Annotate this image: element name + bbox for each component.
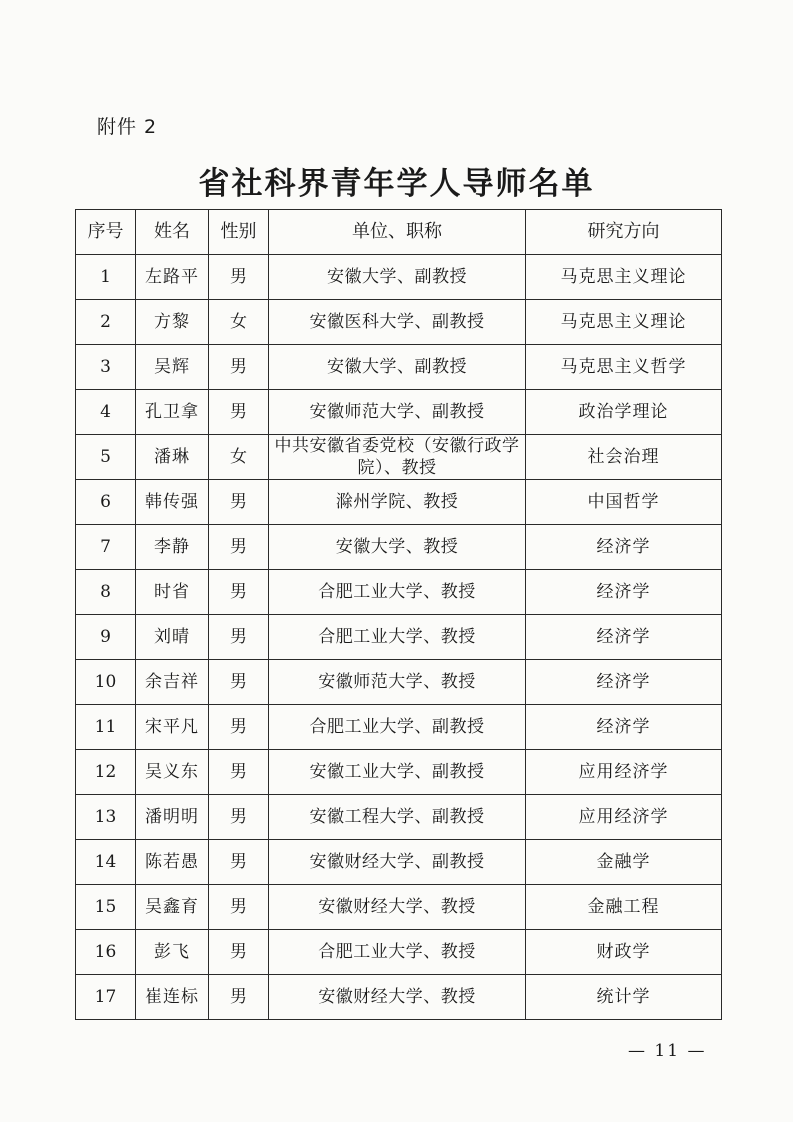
cell-name: 时省: [136, 570, 209, 615]
cell-research-field: 经济学: [526, 660, 722, 705]
cell-index: 5: [76, 435, 136, 480]
cell-research-field: 马克思主义理论: [526, 300, 722, 345]
mentor-roster-table: [75, 209, 722, 1020]
cell-gender: 男: [209, 705, 269, 750]
cell-research-field: 财政学: [526, 930, 722, 975]
cell-name: 崔连标: [136, 975, 209, 1020]
cell-gender: 男: [209, 930, 269, 975]
cell-unit-title: 合肥工业大学、教授: [269, 930, 526, 975]
cell-index: 6: [76, 480, 136, 525]
cell-gender: 男: [209, 975, 269, 1020]
cell-research-field: 经济学: [526, 525, 722, 570]
cell-index: 12: [76, 750, 136, 795]
cell-gender: 男: [209, 840, 269, 885]
cell-index: 17: [76, 975, 136, 1020]
table-row: [76, 840, 722, 885]
cell-gender: 男: [209, 795, 269, 840]
cell-research-field: 社会治理: [526, 435, 722, 480]
cell-name: 吴义东: [136, 750, 209, 795]
cell-gender: 男: [209, 255, 269, 300]
cell-index: 7: [76, 525, 136, 570]
table-row: [76, 255, 722, 300]
table-row: [76, 300, 722, 345]
table-header-row: [76, 210, 722, 255]
cell-research-field: 金融工程: [526, 885, 722, 930]
cell-name: 潘明明: [136, 795, 209, 840]
table-body: [76, 255, 722, 1020]
cell-research-field: 中国哲学: [526, 480, 722, 525]
cell-research-field: 经济学: [526, 570, 722, 615]
table-row: [76, 570, 722, 615]
cell-unit-title: 安徽财经大学、教授: [269, 975, 526, 1020]
header-index: 序号: [76, 210, 136, 255]
header-name: 姓名: [136, 210, 209, 255]
table-row: [76, 435, 722, 480]
cell-unit-title: 安徽财经大学、教授: [269, 885, 526, 930]
table-row: [76, 975, 722, 1020]
table-row: [76, 525, 722, 570]
cell-unit-title: 滁州学院、教授: [269, 480, 526, 525]
cell-research-field: 经济学: [526, 615, 722, 660]
cell-index: 9: [76, 615, 136, 660]
cell-gender: 男: [209, 615, 269, 660]
cell-unit-title: 合肥工业大学、教授: [269, 570, 526, 615]
cell-unit-title: 安徽师范大学、教授: [269, 660, 526, 705]
cell-index: 13: [76, 795, 136, 840]
cell-name: 吴辉: [136, 345, 209, 390]
cell-name: 潘琳: [136, 435, 209, 480]
cell-research-field: 应用经济学: [526, 750, 722, 795]
cell-gender: 男: [209, 525, 269, 570]
cell-research-field: 经济学: [526, 705, 722, 750]
table-row: [76, 930, 722, 975]
table-row: [76, 480, 722, 525]
cell-research-field: 统计学: [526, 975, 722, 1020]
cell-index: 16: [76, 930, 136, 975]
cell-name: 刘晴: [136, 615, 209, 660]
cell-index: 2: [76, 300, 136, 345]
header-research-field: 研究方向: [526, 210, 722, 255]
table-row: [76, 345, 722, 390]
cell-index: 4: [76, 390, 136, 435]
cell-unit-title: 合肥工业大学、教授: [269, 615, 526, 660]
cell-gender: 女: [209, 435, 269, 480]
cell-research-field: 马克思主义哲学: [526, 345, 722, 390]
cell-unit-title: 安徽工业大学、副教授: [269, 750, 526, 795]
cell-name: 余吉祥: [136, 660, 209, 705]
cell-name: 吴鑫育: [136, 885, 209, 930]
cell-gender: 男: [209, 570, 269, 615]
cell-research-field: 马克思主义理论: [526, 255, 722, 300]
cell-index: 11: [76, 705, 136, 750]
cell-index: 15: [76, 885, 136, 930]
cell-unit-title: 安徽财经大学、副教授: [269, 840, 526, 885]
table-row: [76, 660, 722, 705]
cell-name: 彭飞: [136, 930, 209, 975]
cell-unit-title: 合肥工业大学、副教授: [269, 705, 526, 750]
cell-unit-title: 安徽工程大学、副教授: [269, 795, 526, 840]
cell-unit-title: 安徽医科大学、副教授: [269, 300, 526, 345]
cell-name: 孔卫拿: [136, 390, 209, 435]
header-unit-title: 单位、职称: [269, 210, 526, 255]
table-row: [76, 750, 722, 795]
page-number: — 11 —: [628, 1041, 707, 1061]
cell-gender: 男: [209, 480, 269, 525]
cell-gender: 女: [209, 300, 269, 345]
table-row: [76, 795, 722, 840]
header-gender: 性别: [209, 210, 269, 255]
table-row: [76, 615, 722, 660]
cell-unit-title: 安徽大学、教授: [269, 525, 526, 570]
cell-index: 14: [76, 840, 136, 885]
table-row: [76, 705, 722, 750]
cell-gender: 男: [209, 660, 269, 705]
cell-unit-title: 安徽大学、副教授: [269, 255, 526, 300]
cell-name: 方黎: [136, 300, 209, 345]
attachment-label: 附件 2: [97, 116, 158, 138]
table-row: [76, 390, 722, 435]
cell-unit-title: 中共安徽省委党校（安徽行政学院）、教授: [269, 435, 526, 480]
cell-name: 左路平: [136, 255, 209, 300]
cell-name: 宋平凡: [136, 705, 209, 750]
cell-name: 李静: [136, 525, 209, 570]
cell-name: 韩传强: [136, 480, 209, 525]
cell-gender: 男: [209, 345, 269, 390]
cell-research-field: 应用经济学: [526, 795, 722, 840]
cell-index: 1: [76, 255, 136, 300]
cell-name: 陈若愚: [136, 840, 209, 885]
cell-gender: 男: [209, 750, 269, 795]
cell-unit-title: 安徽大学、副教授: [269, 345, 526, 390]
cell-research-field: 金融学: [526, 840, 722, 885]
cell-index: 8: [76, 570, 136, 615]
cell-index: 3: [76, 345, 136, 390]
table-row: [76, 885, 722, 930]
document-title: 省社科界青年学人导师名单: [198, 166, 595, 202]
cell-research-field: 政治学理论: [526, 390, 722, 435]
cell-index: 10: [76, 660, 136, 705]
cell-gender: 男: [209, 885, 269, 930]
cell-gender: 男: [209, 390, 269, 435]
cell-unit-title: 安徽师范大学、副教授: [269, 390, 526, 435]
